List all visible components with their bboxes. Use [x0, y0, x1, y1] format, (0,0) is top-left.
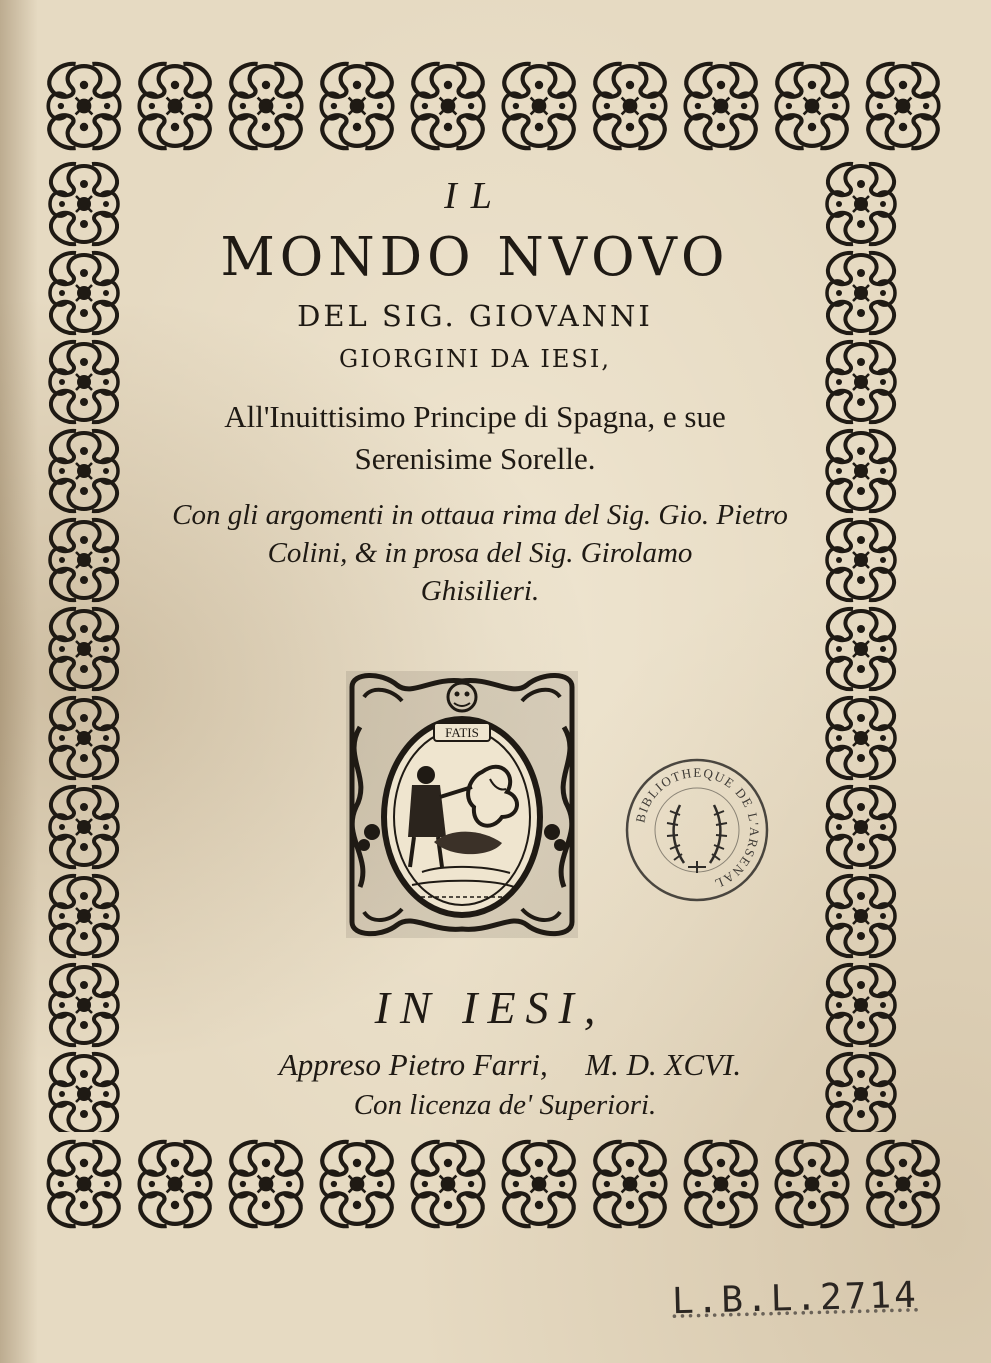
main-title: MONDO NVOVO: [220, 227, 730, 288]
dedication-line-1: All'Inuittisimo Principe di Spagna, e sue: [224, 399, 726, 434]
fleuron-ornament: [321, 64, 392, 148]
fleuron-ornament: [594, 1142, 665, 1226]
author-origin-line: GIORGINI DA IESI,: [339, 345, 611, 373]
fleuron-ornament: [230, 64, 301, 148]
arguments-note: [150, 496, 810, 610]
fleuron-ornament: [50, 253, 118, 333]
imprint-license: Con licenza de' Superiori.: [353, 1089, 657, 1121]
fleuron-ornament: [50, 965, 118, 1045]
ornament-border-left: [38, 160, 130, 1132]
fleuron-ornament: [827, 164, 895, 244]
fleuron-ornament: [867, 64, 938, 148]
fleuron-ornament: [685, 1142, 756, 1226]
fleuron-ornament: [827, 787, 895, 867]
title-article: IL: [444, 175, 506, 217]
arguments-line-3: Ghisilieri.: [420, 575, 540, 607]
fleuron-ornament: [503, 64, 574, 148]
imprint-printer-line: [190, 1044, 830, 1086]
fleuron-ornament: [827, 342, 895, 422]
fleuron-ornament: [139, 64, 210, 148]
fleuron-ornament: [50, 698, 118, 778]
fleuron-ornament: [685, 64, 756, 148]
fleuron-ornament: [50, 431, 118, 511]
fleuron-ornament: [50, 342, 118, 422]
dedication-line-2: Serenisime Sorelle.: [354, 441, 596, 476]
title-block: [150, 170, 800, 610]
fleuron-ornament: [412, 1142, 483, 1226]
fleuron-ornament: [827, 431, 895, 511]
imprint-printer: Appreso Pietro Farri,: [278, 1047, 548, 1082]
imprint-year: M. D. XCVI.: [585, 1047, 742, 1082]
fleuron-ornament: [827, 520, 895, 600]
fleuron-ornament: [827, 698, 895, 778]
fleuron-ornament: [230, 1142, 301, 1226]
page-edge-shadow: [0, 0, 38, 1363]
fleuron-ornament: [139, 1142, 210, 1226]
imprint: [150, 978, 830, 1124]
dedication: [155, 396, 795, 480]
imprint-place: IN IESI,: [374, 982, 606, 1033]
ornament-border-bottom: [38, 1138, 954, 1230]
fleuron-ornament: [321, 1142, 392, 1226]
shelfmark: L.B.L.2714: [671, 1274, 920, 1323]
fleuron-ornament: [594, 64, 665, 148]
fleuron-ornament: [776, 64, 847, 148]
library-stamp: [622, 755, 772, 905]
fleuron-ornament: [50, 1054, 118, 1132]
fleuron-ornament: [50, 520, 118, 600]
fleuron-ornament: [48, 64, 119, 148]
fleuron-ornament: [50, 787, 118, 867]
arguments-line-1: Con gli argomenti in ottaua rima del Sig. Gio. Pietro: [172, 499, 788, 531]
fleuron-ornament: [50, 164, 118, 244]
fleuron-ornament: [776, 1142, 847, 1226]
fleuron-ornament: [827, 965, 895, 1045]
fleuron-ornament: [48, 1142, 119, 1226]
arguments-line-2: Colini, & in prosa del Sig. Girolamo: [267, 537, 693, 569]
device-motto: FATIS: [445, 725, 479, 740]
fleuron-ornament: [50, 609, 118, 689]
fleuron-ornament: [50, 876, 118, 956]
fleuron-ornament: [827, 876, 895, 956]
fleuron-ornament: [412, 64, 483, 148]
ornament-border-top: [38, 60, 954, 152]
author-line: DEL SIG. GIOVANNI: [297, 299, 653, 333]
printers-device-woodcut: [342, 667, 582, 942]
fleuron-ornament: [827, 253, 895, 333]
fleuron-ornament: [867, 1142, 938, 1226]
fleuron-ornament: [827, 609, 895, 689]
fleuron-ornament: [827, 1054, 895, 1132]
fleuron-ornament: [503, 1142, 574, 1226]
stamp-text: BIBLIOTHEQUE DE L'ARSENAL: [632, 764, 763, 893]
